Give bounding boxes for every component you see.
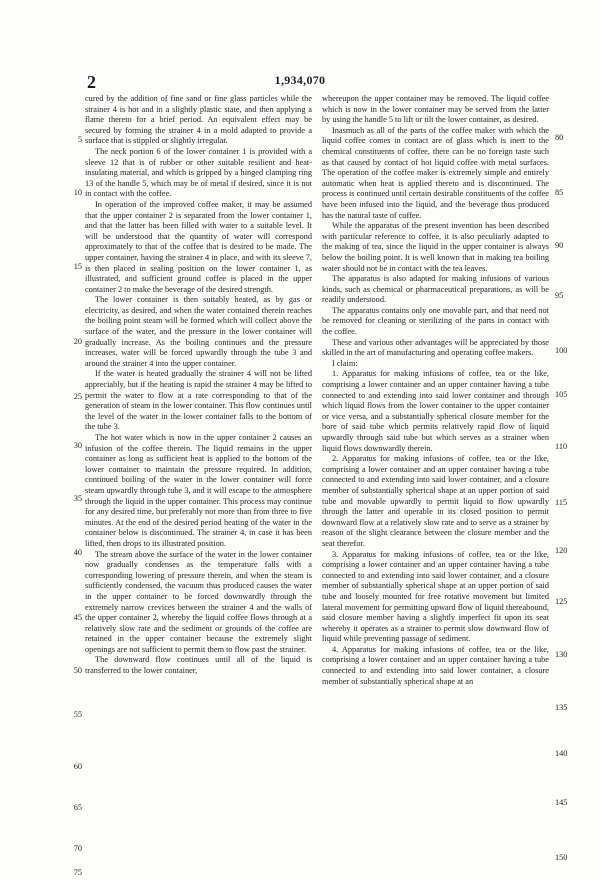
line-number: 125 — [555, 597, 568, 606]
line-number: 40 — [73, 548, 82, 557]
paragraph: The apparatus contains only one movable part, and that need not be removed for cleaning or sterilizing of the parts in contact with the coffee. — [322, 305, 549, 337]
line-number: 120 — [555, 546, 568, 555]
line-number: 110 — [555, 442, 568, 451]
claim: 1. Apparatus for making infusions of coffee, tea or the like, comprising a lower container and an upper container having a tube connected to and extending into said lower container and through which liquid flows from the lower container to the upper container or vice versa, and a substantially spherical closure member for the bore of said tube which permits relatively rapid flow of liquid upwardly through said tube but which serves as a strainer when liquid flows downwardly therein. — [322, 369, 549, 453]
paragraph: While the apparatus of the present invention has been described with particular reference to coffee, it is also peculiarly adapted to the making of tea, since the liquid in the upper container is always below the boiling point. It is well known that in making tea boiling water should not be in contact with the tea leaves. — [322, 221, 549, 273]
paragraph: The hot water which is now in the upper container 2 causes an infusion of the coffee therein. The liquid remains in the upper container as long as sufficient heat is applied to the bottom of the lower container to maintain the pressure required. In addition, continued boiling of the water in the lower container will force steam upwardly through tube 3, and it will escape to the atmosphere through the liquid in the upper container. This process may continue for any desired time, but preferably not more than from three to five minutes. At the end of the desired period heating of the water in the container below is discontinued. The strainer 4, in case it has been lifted, then drops to its illustrated position. — [85, 433, 312, 548]
claim: 2. Apparatus for making infusions of coffee, tea or the like, comprising a lower container and an upper container having a tube connected to and extending into said lower container, and a closure member of substantially spherical shape at an upper portion of said tube and movable upwardly to permit liquid to flow upwardly through the latter and operable in its closed position to permit downward flow at a relatively slow rate and to serve as a strainer by reason of the slight clearance between the closure member and the seat therefor. — [322, 454, 549, 548]
line-number: 25 — [73, 392, 82, 401]
line-number: 55 — [73, 710, 82, 719]
line-number: 135 — [555, 703, 568, 712]
claims-heading: I claim: — [332, 358, 358, 368]
paragraph: The lower container is then suitably heated, as by gas or electricity, as desired, and when the water contained therein reaches the boiling point steam will be formed which will collect above the surface of the water, and the pressure in the lower container will gradually increase. As the boiling continues and the pressure increases, water will be forced upwardly through the tube 3 and around the strainer 4 into the upper container. — [85, 295, 312, 368]
line-number: 70 — [73, 844, 82, 853]
paragraph: whereupon the upper container may be removed. The liquid coffee which is now in the lower container may be served from the latter by using the handle 5 to lift or tilt the lower container, as desired. — [322, 94, 549, 125]
paragraph: These and various other advantages will be appreciated by those skilled in the art of manufacturing and operating coffee makers. — [322, 337, 549, 358]
page-number: 2 — [87, 72, 96, 92]
line-number: 75 — [73, 868, 82, 877]
line-number: 5 — [77, 135, 82, 144]
line-number: 15 — [73, 262, 82, 271]
line-number: 65 — [73, 803, 82, 812]
paragraph: cured by the addition of fine sand or fine glass particles while the strainer 4 is hot and in a slightly plastic state, and then applying a flame thereto for a brief period. An equivalent effect may be secured by forming the strainer 4 in a mold adapted to provide a surface that is stippled or slightly irregular. — [85, 94, 312, 146]
paragraph: The neck portion 6 of the lower container 1 is provided with a sleeve 12 that is of rubber or other suitable resilient and heat-insulating material, and which is gripped by a hinged clamping ring 13 of the handle 5, which may be of metal if desired, since it is not in contact with the coffee. — [85, 146, 312, 199]
line-number: 60 — [73, 762, 82, 771]
paragraph: The downward flow continues until all of the liquid is transferred to the lower container, — [85, 655, 312, 676]
line-number: 130 — [555, 650, 568, 659]
line-number: 10 — [73, 188, 82, 197]
line-number: 30 — [73, 441, 82, 450]
line-number: 95 — [555, 291, 564, 300]
line-number: 150 — [555, 853, 568, 862]
patent-number: 1,934,070 — [274, 73, 326, 87]
line-number: 35 — [73, 494, 82, 503]
line-number: 45 — [73, 613, 82, 622]
paragraph: The apparatus is also adapted for making infusions of various kinds, such as chemical or pharmaceutical preparations, as will be readily understood. — [322, 274, 549, 305]
claim: 4. Apparatus for making infusions of coffee, tea or the like, comprising a lower container and an upper container having a tube connected to and extending into said lower container, a closure member of substantially spherical shape at an — [322, 644, 549, 686]
line-number: 90 — [555, 241, 564, 250]
line-number: 50 — [73, 666, 82, 675]
line-number: 85 — [555, 188, 564, 197]
claim: 3. Apparatus for making infusions of coffee, tea or the like, comprising a lower container and an upper container having a tube connected to and extending into said lower container, and a closure member of substantially spherical shape at an upper portion of said tube and loosely mounted for free rotative movement but limited lateral movement for permitting upward flow of liquid thereabound, said closure member having a slightly imperfect fit upon its seat whereby it operates as a strainer to permit slow downward flow of liquid while preventing passage of sediment. — [322, 549, 549, 644]
paragraph: In operation of the improved coffee maker, it may be assumed that the upper container 2 is separated from the lower container 1, and that the latter has been filled with water to a suitable level. It will be understood that the quantity of water will correspond approximately to that of the coffee that is desired to be made. The upper container, having the strainer 4 in place, and with its sleeve 7, is then placed in sealing position on the lower container 1, as illustrated, and sufficient ground coffee is placed in the upper container 2 to make the beverage of the desired strength. — [85, 199, 312, 294]
line-number: 100 — [555, 346, 568, 355]
paragraph: If the water is heated gradually the strainer 4 will not be lifted appreciably, but if the heating is rapid the strainer 4 may be lifted to permit the water to flow at a rate corresponding to that of the generation of steam in the lower container. This flow continues until the level of the water in the lower container falls to the bottom of the tube 3. — [85, 369, 312, 432]
line-number: 140 — [555, 749, 568, 758]
line-number: 105 — [555, 390, 568, 399]
line-number: 145 — [555, 798, 568, 807]
right-column — [322, 94, 549, 864]
line-number: 115 — [555, 498, 568, 507]
line-number: 20 — [73, 337, 82, 346]
left-column — [85, 94, 312, 864]
line-number: 80 — [555, 133, 564, 142]
paragraph: The stream above the surface of the water in the lower container now gradually condenses as the temperature falls with a corresponding lowering of pressure therein, and when the steam is sufficiently condensed, the vacuum thus produced causes the water in the upper container to be forced downwardly through the extremely narrow crevices between the strainer 4 and the walls of the upper container 2, whereby the liquid coffee flows through at a relatively slow rate and the sediment or grounds of the coffee are retained in the upper container because the extremely slight openings are not sufficient to permit them to flow past the strainer. — [85, 549, 312, 654]
paragraph: Inasmuch as all of the parts of the coffee maker with which the liquid coffee comes in contact are of glass which is inert to the chemical constituents of coffee, there can be no foreign taste such as that caused by contact of hot liquid coffee with metal surfaces. The operation of the coffee maker is extremely simple and entirely automatic when heat is applied thereto and is discontinued. The process is continued until certain desirable constituents of the coffee have been infused into the liquid, and the beverage thus produced has the natural taste of coffee. — [322, 125, 549, 220]
